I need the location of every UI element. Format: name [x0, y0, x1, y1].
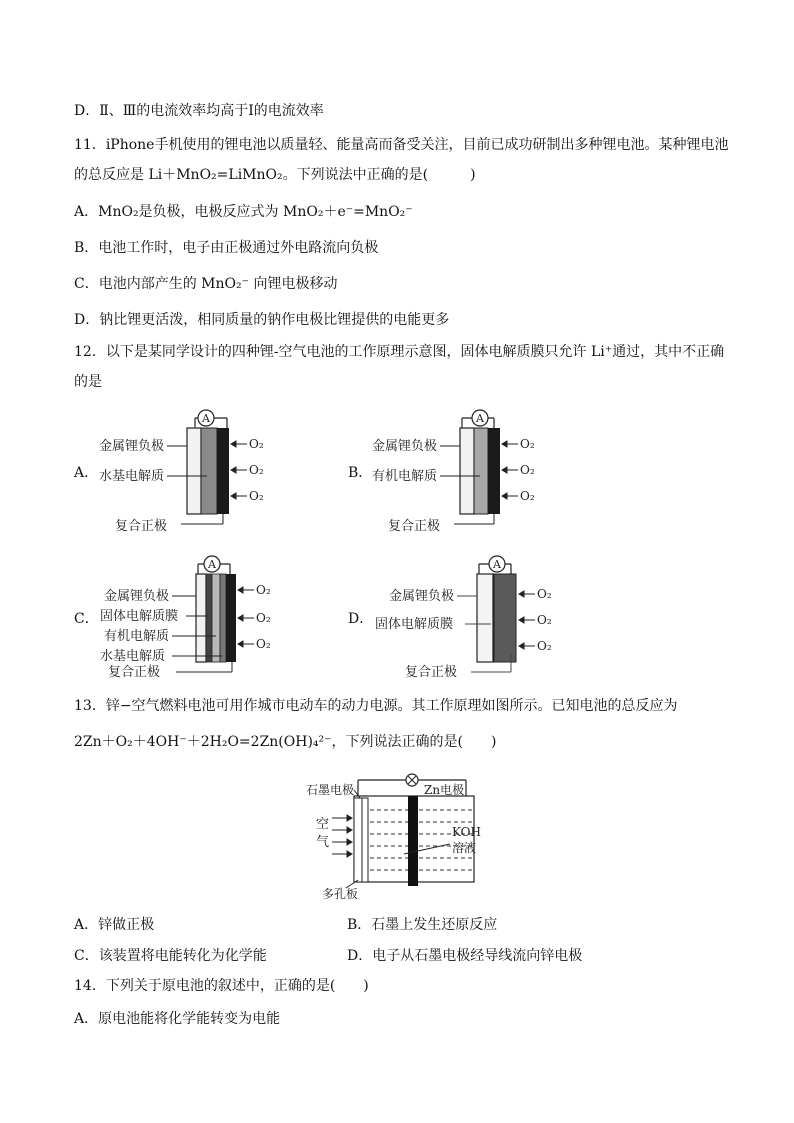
fig13-diagram	[300, 766, 500, 906]
fig12-a-diagram	[95, 408, 285, 538]
fig13-label-solution: 溶液	[452, 841, 477, 855]
svg-text:O₂: O₂	[249, 437, 264, 451]
fig12-d-label-membrane: 固体电解质膜	[375, 617, 454, 632]
fig12-a-label-electrolyte: 水基电解质	[99, 469, 165, 484]
fig12-b-ammeter: A	[476, 412, 484, 425]
fig13-label-air-1: 空	[316, 817, 330, 832]
svg-text:O₂: O₂	[249, 489, 264, 503]
svg-text:O₂: O₂	[249, 463, 264, 477]
fig12-c-label-membrane: 固体电解质膜	[100, 609, 179, 624]
fig13-label-air-2: 气	[316, 835, 330, 850]
svg-text:O₂: O₂	[520, 489, 535, 503]
fig12-c-label-organic: 有机电解质	[104, 629, 170, 644]
svg-text:O₂: O₂	[537, 613, 552, 627]
fig12-a-label-cathode: 复合正极	[115, 519, 168, 534]
fig12-c-label-aqueous: 水基电解质	[100, 649, 166, 664]
q13-option-b: B．石墨上发生还原反应	[347, 917, 498, 933]
q14-stem: 14．下列关于原电池的叙述中，正确的是( )	[74, 978, 369, 994]
q12-stem-line1: 12．以下是某同学设计的四种锂-空气电池的工作原理示意图，固体电解质膜只允许 Li⁺通过，其中不正确	[74, 344, 725, 360]
fig12-c-label-anode: 金属锂负极	[104, 589, 170, 604]
q13-option-c: C．该装置将电能转化为化学能	[74, 948, 267, 964]
fig12-c-label-cathode: 复合正极	[108, 665, 161, 680]
fig12-a-ammeter: A	[202, 412, 210, 425]
q13-stem-line1: 13．锌−空气燃料电池可用作城市电动车的动力电源。其工作原理如图所示。已知电池的总反应为	[74, 698, 678, 714]
q13-option-d: D．电子从石墨电极经导线流向锌电极	[347, 948, 583, 964]
q10-option-d: D．Ⅱ、Ⅲ的电流效率均高于Ⅰ的电流效率	[74, 103, 324, 119]
fig13-label-graphite: 石墨电极	[306, 783, 355, 797]
q14-option-a: A．原电池能将化学能转变为电能	[74, 1011, 281, 1027]
fig12-d-diagram	[375, 552, 565, 682]
fig12-d-label-anode: 金属锂负极	[389, 589, 455, 604]
q11-option-d: D．钠比锂更活泼，相同质量的钠作电极比锂提供的电能更多	[74, 312, 450, 328]
svg-text:O₂: O₂	[520, 437, 535, 451]
q11-stem-line2: 的总反应是 Li＋MnO₂=LiMnO₂。下列说法中正确的是( )	[74, 167, 476, 183]
fig13-label-zn: Zn电极	[424, 783, 465, 797]
q13-equation-line: 2Zn＋O₂＋4OH⁻＋2H₂O=2Zn(OH)₄²⁻，下列说法正确的是( )	[74, 734, 497, 750]
fig13-label-porous: 多孔板	[322, 887, 359, 901]
fig12-d-letter: D．	[348, 611, 374, 627]
svg-text:O₂: O₂	[256, 637, 271, 651]
q11-option-b: B．电池工作时，电子由正极通过外电路流向负极	[74, 240, 379, 256]
q11-stem-line1: 11．iPhone手机使用的锂电池以质量轻、能量高而备受关注，目前已成功研制出多种锂电池。某种锂电池	[74, 137, 729, 153]
fig12-c-ammeter: A	[208, 558, 216, 571]
fig12-d-ammeter: A	[493, 558, 501, 571]
svg-text:O₂: O₂	[537, 639, 552, 653]
fig12-c-diagram	[100, 552, 290, 682]
fig12-b-label-electrolyte: 有机电解质	[372, 469, 438, 484]
fig13-label-koh: KOH	[452, 825, 481, 839]
svg-text:O₂: O₂	[537, 587, 552, 601]
fig12-b-letter: B．	[348, 465, 373, 481]
svg-text:O₂: O₂	[256, 611, 271, 625]
fig12-b-label-cathode: 复合正极	[388, 519, 441, 534]
q12-stem-line2: 的是	[74, 374, 102, 390]
fig12-b-diagram	[368, 408, 558, 538]
svg-text:O₂: O₂	[520, 463, 535, 477]
fig12-c-letter: C．	[74, 611, 99, 627]
q13-option-a: A．锌做正极	[74, 917, 155, 933]
fig12-a-letter: A．	[74, 465, 99, 481]
fig12-a-label-anode: 金属锂负极	[99, 439, 165, 454]
fig12-d-label-cathode: 复合正极	[405, 665, 458, 680]
q11-option-c: C．电池内部产生的 MnO₂⁻ 向锂电极移动	[74, 276, 338, 292]
svg-text:O₂: O₂	[256, 583, 271, 597]
q11-option-a: A．MnO₂是负极，电极反应式为 MnO₂＋e⁻=MnO₂⁻	[74, 204, 413, 220]
fig12-b-label-anode: 金属锂负极	[372, 439, 438, 454]
